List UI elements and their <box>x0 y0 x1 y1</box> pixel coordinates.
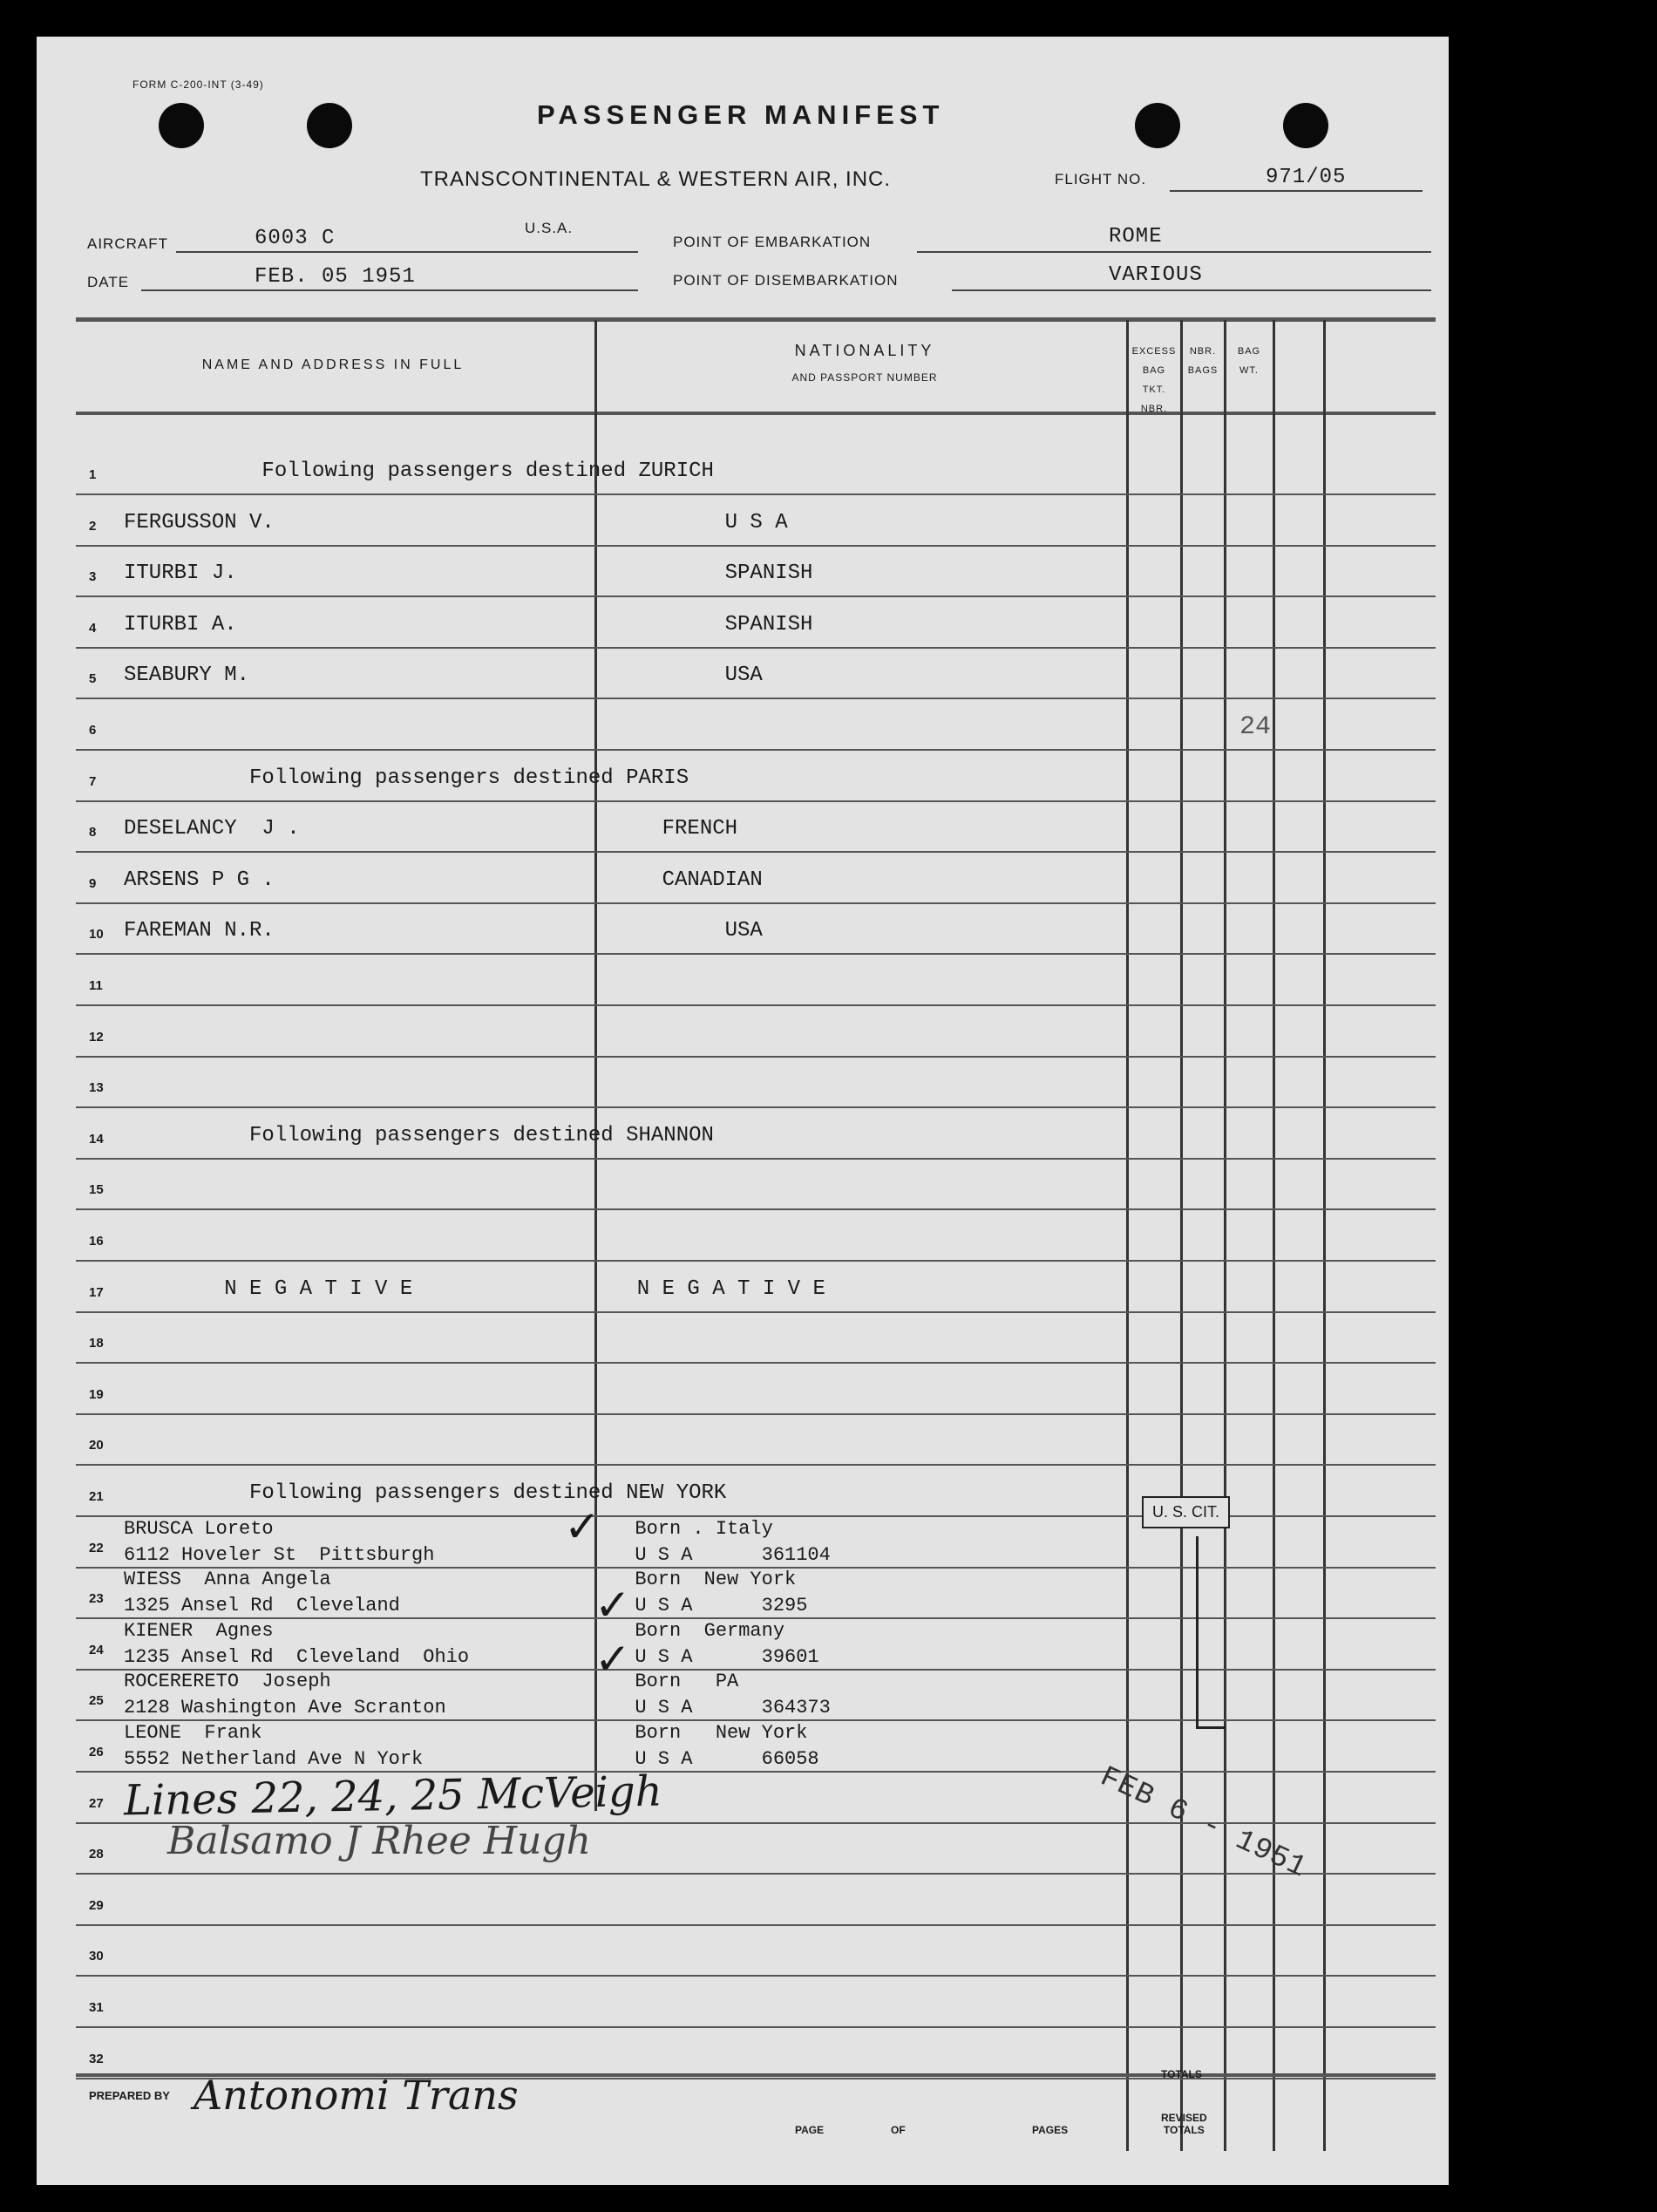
passenger-nationality: USA <box>612 919 763 943</box>
passenger-name-address: ITURBI A. <box>124 612 237 636</box>
row-rule <box>76 1924 1436 1926</box>
aircraft-value: 6003 C <box>255 227 336 250</box>
row-number: 3 <box>89 569 97 585</box>
row-rule <box>76 953 1436 955</box>
checkmark: ✓ <box>594 1581 631 1630</box>
row-rule <box>76 1208 1436 1210</box>
row-number: 22 <box>89 1540 104 1555</box>
row-number: 6 <box>89 723 97 738</box>
date-value: FEB. 05 1951 <box>255 265 416 289</box>
row-rule <box>76 545 1436 547</box>
passenger-nationality: SPANISH <box>612 562 813 586</box>
row-number: 8 <box>89 825 97 841</box>
passenger-name-address: Following passengers destined PARIS <box>124 766 689 790</box>
row-rule <box>76 493 1436 495</box>
row-number: 13 <box>89 1080 104 1096</box>
row-rule <box>76 902 1436 904</box>
preparer-signature: Antonomi Trans <box>194 2072 519 2119</box>
passenger-nationality: FRENCH <box>612 817 738 841</box>
row-number: 27 <box>89 1795 104 1811</box>
passenger-nationality: Born Germany U S A 39601 <box>635 1619 819 1668</box>
prepared-by-label: PREPARED BY <box>89 2089 170 2102</box>
row-number: 14 <box>89 1131 104 1147</box>
row-rule <box>76 1311 1436 1313</box>
row-number: 30 <box>89 1949 104 1964</box>
row-number: 25 <box>89 1693 104 1709</box>
passenger-nationality: Born New York U S A 3295 <box>635 1569 808 1617</box>
passenger-name-address: ROCERERETO Joseph 2128 Washington Ave Scranton <box>124 1671 446 1719</box>
row-rule <box>76 647 1436 649</box>
bag-count: 24 <box>1239 712 1272 742</box>
row-rule <box>76 851 1436 853</box>
col-passport-header: AND PASSPORT NUMBER <box>791 371 938 384</box>
row-number: 10 <box>89 927 104 943</box>
row-number: 1 <box>89 467 97 482</box>
bracket-line <box>1196 1536 1199 1728</box>
row-rule <box>76 1873 1436 1875</box>
row-number: 23 <box>89 1591 104 1607</box>
row-number: 17 <box>89 1284 104 1300</box>
checkmark: ✓ <box>594 1635 631 1684</box>
flight-no-value: 971/05 <box>1266 166 1347 189</box>
row-rule <box>76 1464 1436 1466</box>
handwritten-note-2: Balsamo J Rhee Hugh <box>167 1819 592 1863</box>
passenger-name-address: KIENER Agnes 1235 Ansel Rd Cleveland Ohio <box>124 1619 470 1668</box>
punch-hole <box>1135 103 1180 148</box>
row-number: 29 <box>89 1897 104 1913</box>
passenger-name-address: WIESS Anna Angela 1325 Ansel Rd Cleveland <box>124 1569 400 1617</box>
row-rule <box>76 1413 1436 1415</box>
row-number: 31 <box>89 2000 104 2015</box>
row-number: 9 <box>89 875 97 891</box>
row-number: 32 <box>89 2051 104 2066</box>
passenger-name-address: Following passengers destined NEW YORK <box>124 1481 727 1505</box>
passenger-nationality: Born PA U S A 364373 <box>635 1671 831 1719</box>
passenger-nationality: Born . Italy U S A 361104 <box>635 1517 831 1566</box>
passenger-nationality: U S A <box>612 510 788 534</box>
row-rule <box>76 1004 1436 1006</box>
disembarkation-label: POINT OF DISEMBARKATION <box>673 272 899 289</box>
row-number: 28 <box>89 1847 104 1862</box>
row-rule <box>76 800 1436 802</box>
row-number: 12 <box>89 1029 104 1045</box>
form-number: FORM C-200-INT (3-49) <box>132 78 264 91</box>
flight-no-label: FLIGHT NO. <box>1055 171 1147 187</box>
embarkation-value: ROME <box>1109 225 1163 248</box>
passenger-name-address: BRUSCA Loreto 6112 Hoveler St Pittsburgh <box>124 1517 435 1566</box>
row-number: 11 <box>89 978 103 993</box>
received-date-stamp: FEB 6 - 1951 <box>1095 1760 1312 1886</box>
passenger-nationality: CANADIAN <box>612 868 763 892</box>
totals-label: TOTALS <box>1161 2068 1202 2080</box>
row-number: 16 <box>89 1234 104 1249</box>
row-number: 15 <box>89 1182 104 1198</box>
handwritten-note-1: Lines 22, 24, 25 McVeigh <box>123 1766 663 1826</box>
punch-hole <box>159 103 204 148</box>
col-bag-wt-header: BAG WT. <box>1237 346 1261 376</box>
passenger-name-address: Following passengers destined ZURICH <box>124 459 714 483</box>
document-title: PASSENGER MANIFEST <box>537 99 945 130</box>
row-rule <box>76 1106 1436 1108</box>
row-number: 19 <box>89 1386 104 1402</box>
of-label: OF <box>891 2124 906 2136</box>
passenger-name-address: Following passengers destined SHANNON <box>124 1123 714 1147</box>
row-rule <box>76 1975 1436 1977</box>
us-citizen-stamp: U. S. CIT. <box>1142 1496 1230 1528</box>
row-rule <box>76 2026 1436 2028</box>
passenger-name-address: FAREMAN N.R. <box>124 919 275 943</box>
pages-label: PAGES <box>1032 2124 1069 2136</box>
col-bags-header: NBR. BAGS <box>1187 346 1219 376</box>
passenger-name-address: DESELANCY J . <box>124 817 300 841</box>
passenger-nationality: Born New York U S A 66058 <box>635 1722 819 1770</box>
aircraft-label: AIRCRAFT <box>87 235 168 252</box>
row-number: 2 <box>89 518 97 534</box>
row-rule <box>76 596 1436 597</box>
passenger-nationality: USA <box>612 664 763 688</box>
row-rule <box>76 1362 1436 1364</box>
row-number: 21 <box>89 1489 104 1504</box>
passenger-nationality: SPANISH <box>612 612 813 636</box>
passenger-nationality: N E G A T I V E <box>612 1276 825 1301</box>
date-label: DATE <box>87 274 130 290</box>
embarkation-label: POINT OF EMBARKATION <box>673 234 872 250</box>
row-number: 20 <box>89 1438 104 1453</box>
row-number: 5 <box>89 671 97 687</box>
passenger-name-address: ITURBI J. <box>124 562 237 586</box>
row-number: 24 <box>89 1642 104 1657</box>
col-nationality-header: NATIONALITY <box>794 342 935 359</box>
revised-totals-label: REVISED TOTALS <box>1161 2112 1207 2136</box>
row-rule <box>76 749 1436 751</box>
manifest-sheet <box>37 37 1449 2185</box>
passenger-name-address: ARSENS P G . <box>124 868 275 892</box>
passenger-name-address: SEABURY M. <box>124 664 250 688</box>
row-rule <box>76 1056 1436 1058</box>
punch-hole <box>307 103 352 148</box>
passenger-name-address: N E G A T I V E <box>124 1276 413 1301</box>
disembarkation-value: VARIOUS <box>1109 263 1203 287</box>
company-name: TRANSCONTINENTAL & WESTERN AIR, INC. <box>420 167 892 191</box>
row-rule <box>76 1260 1436 1262</box>
col-excess-bag-header: EXCESS BAG TKT. NBR. <box>1131 346 1177 414</box>
passenger-name-address: LEONE Frank 5552 Netherland Ave N York <box>124 1722 424 1770</box>
punch-hole <box>1283 103 1328 148</box>
row-rule <box>76 698 1436 699</box>
passenger-name-address: FERGUSSON V. <box>124 510 275 534</box>
row-rule <box>76 1158 1436 1160</box>
row-number: 4 <box>89 620 97 636</box>
row-number: 7 <box>89 773 97 789</box>
country-value: U.S.A. <box>525 220 574 236</box>
row-number: 26 <box>89 1745 104 1759</box>
page-label: PAGE <box>795 2124 825 2136</box>
col-name-header: NAME AND ADDRESS IN FULL <box>201 357 465 372</box>
checkmark: ✓ <box>564 1502 601 1551</box>
row-number: 18 <box>89 1336 104 1351</box>
